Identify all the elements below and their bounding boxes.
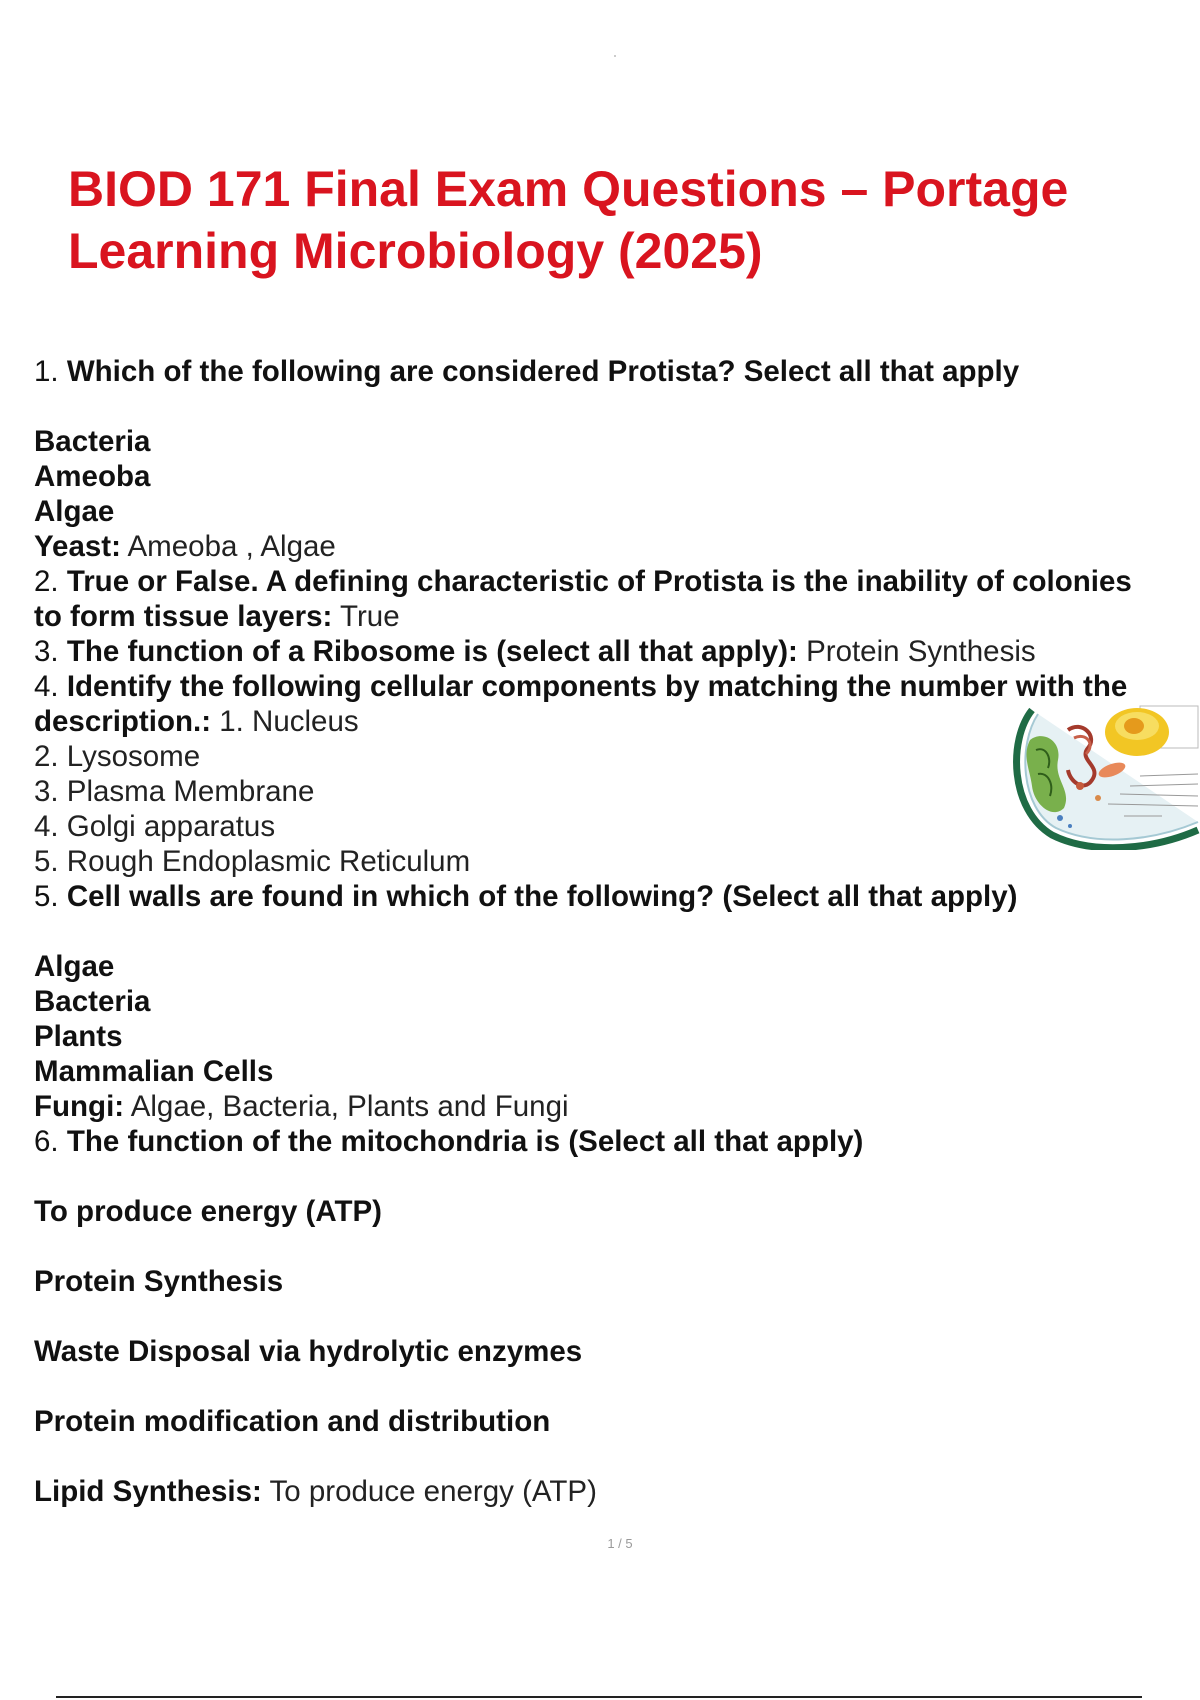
option: Yeast: [34, 530, 121, 563]
question-text: True or False. A defining characteristic of Protista is the inability of colonies [66, 565, 1132, 598]
option: Ameoba [34, 460, 151, 493]
answer-text: 1. Nucleus [219, 705, 359, 738]
answer-text: Ameoba , Algae [127, 530, 336, 563]
spacer [34, 1299, 1200, 1334]
option: Algae [34, 495, 115, 528]
spacer [34, 914, 1200, 949]
answer-text: Algae, Bacteria, Plants and Fungi [130, 1090, 569, 1123]
option: Bacteria [34, 985, 151, 1018]
question-number: 3. [34, 635, 59, 668]
option: Fungi: [34, 1090, 125, 1123]
question-number: 4. [34, 670, 59, 703]
question-text: description.: [34, 705, 212, 738]
question-list [34, 354, 1200, 1509]
question-text: The function of the mitochondria is [66, 1125, 561, 1158]
question-1 [34, 354, 1200, 389]
question-number: 5. [34, 880, 59, 913]
question-text: Identify the following cellular components by matching the number with the [66, 670, 1128, 703]
question-number: 6. [34, 1125, 59, 1158]
option: Protein modification and distribution [34, 1405, 551, 1438]
option: Plants [34, 1020, 123, 1053]
answer-item: 4. Golgi apparatus [34, 810, 276, 843]
question-text: to form tissue layers: [34, 600, 333, 633]
answer-text: Protein Synthesis [806, 635, 1036, 668]
option: Lipid Synthesis: [34, 1475, 262, 1508]
option: Mammalian Cells [34, 1055, 274, 1088]
spacer [34, 389, 1200, 424]
question-text: (Select all that apply) [568, 1125, 864, 1158]
answer-text: True [340, 600, 400, 633]
question-3 [34, 634, 1200, 669]
option: Protein Synthesis [34, 1265, 284, 1298]
option: Algae [34, 950, 115, 983]
question-text: The function of a Ribosome is (select all that apply): [66, 635, 798, 668]
question-number: 2. [34, 565, 59, 598]
answer-text: To produce energy (ATP) [269, 1475, 597, 1508]
answer-item: 2. Lysosome [34, 740, 201, 773]
option-with-answer [34, 1474, 1200, 1509]
question-number: 1. [34, 355, 59, 388]
question-2-continued [34, 599, 1200, 634]
option: Bacteria [34, 425, 151, 458]
option-with-answer [34, 1089, 1200, 1124]
spacer [34, 1369, 1200, 1404]
option-with-answer [34, 529, 1200, 564]
question-2 [34, 564, 1200, 599]
spacer [34, 1159, 1200, 1194]
spacer [34, 1439, 1200, 1474]
animal-cell-diagram-icon [1012, 700, 1200, 850]
document-title: BIOD 171 Final Exam Questions – Portage Learning Microbiology (2025) [68, 161, 1069, 279]
option: Waste Disposal via hydrolytic enzymes [34, 1335, 583, 1368]
question-5 [34, 879, 1200, 914]
page-number: 1 / 5 [607, 1536, 633, 1551]
scan-speck [614, 55, 616, 57]
answer-item: 5. Rough Endoplasmic Reticulum [34, 845, 471, 878]
option: To produce energy (ATP) [34, 1195, 383, 1228]
question-text: Which of the following are considered Protista? Select all that apply [66, 355, 1020, 388]
spacer [34, 1229, 1200, 1264]
question-text: Cell walls are found in which of the following? (Select all that apply) [66, 880, 1018, 913]
answer-item: 3. Plasma Membrane [34, 775, 315, 808]
bottom-divider [56, 1696, 1142, 1698]
question-6 [34, 1124, 1200, 1159]
question-4 [34, 669, 1200, 704]
